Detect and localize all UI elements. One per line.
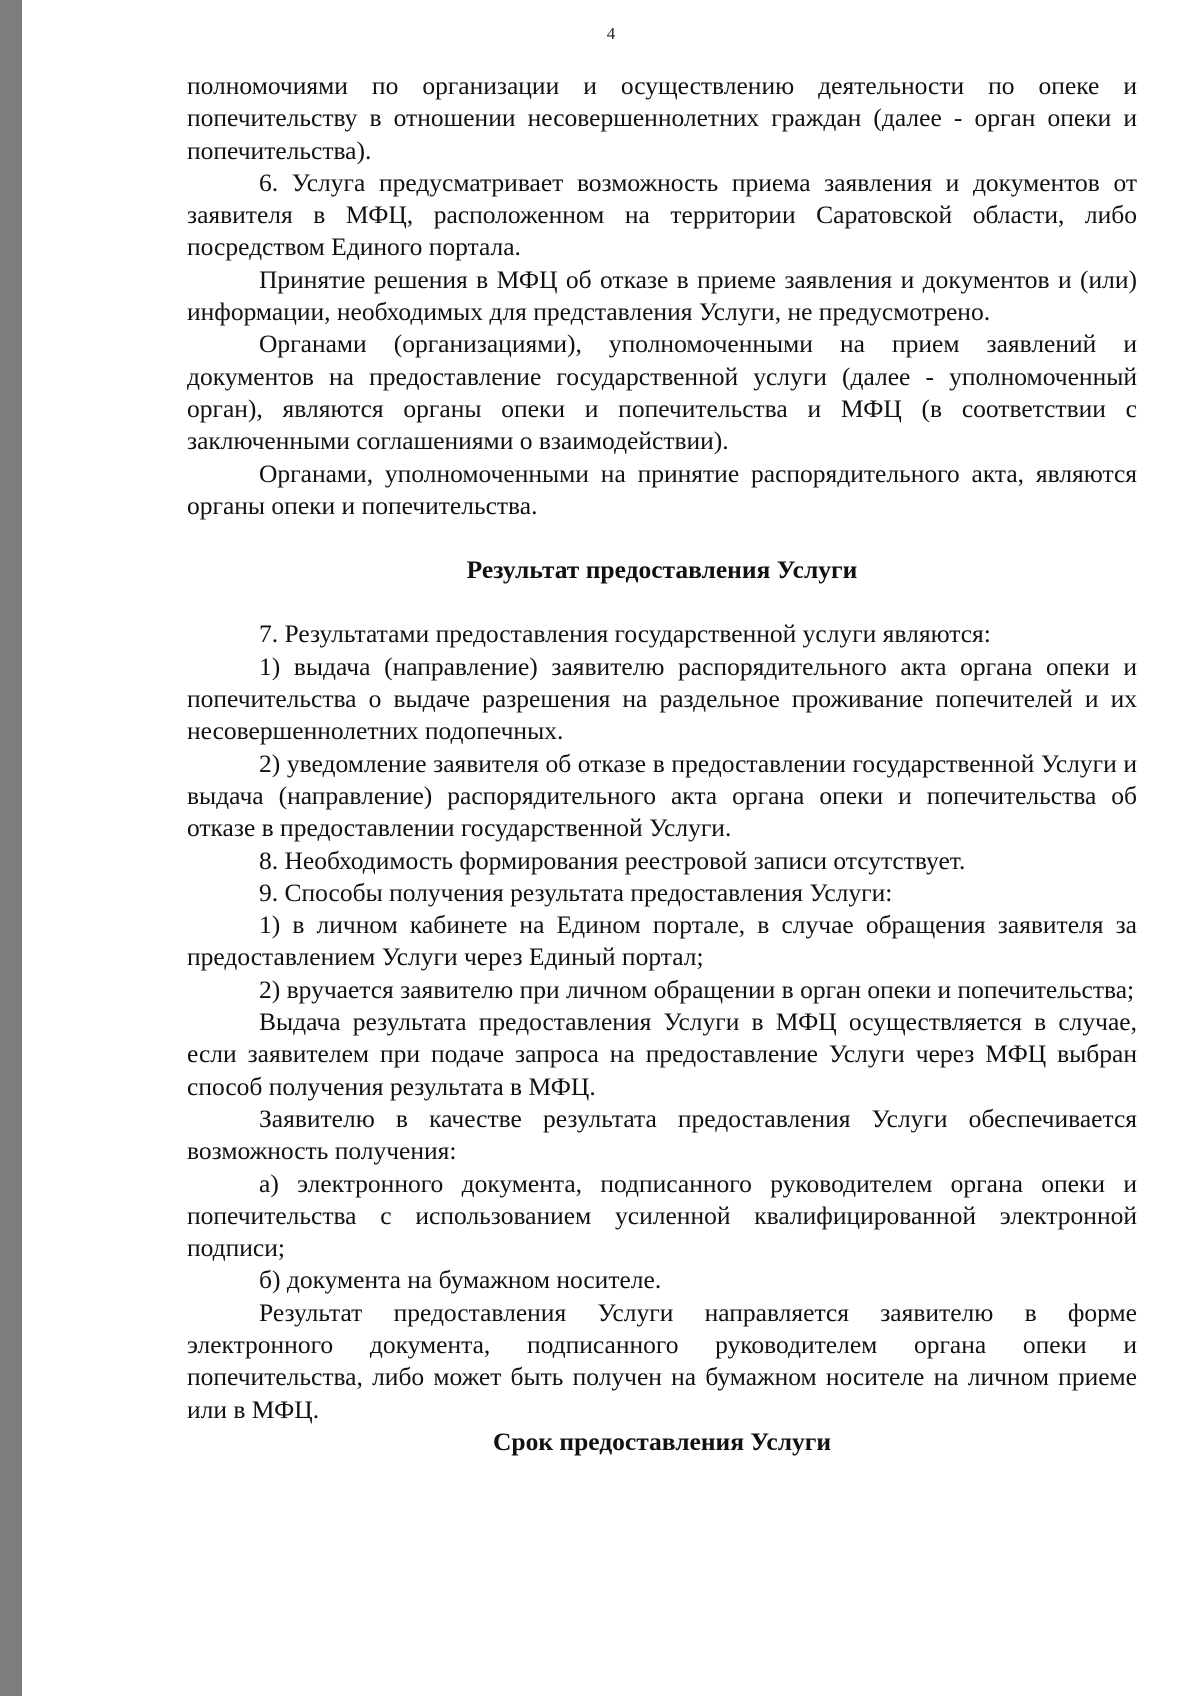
paragraph: 2) уведомление заявителя об отказе в предоставлении государственной Услуги и выдача (направление) распорядительного акта органа опеки и попечительства об отказе в предоставлении государственной Услуги. — [187, 748, 1137, 843]
page-content — [187, 70, 1137, 1458]
section-heading-term: Срок предоставления Услуги — [492, 1426, 832, 1456]
paragraph: 1) в личном кабинете на Едином портале, в случае обращения заявителя за предоставлением Услуги через Единый портал; — [187, 910, 1137, 972]
paragraph: Выдача результата предоставления Услуги в МФЦ осуществляется в случае, если заявителем при подаче запроса на предоставление Услуги через МФЦ выбран способ получения результата в МФЦ. — [187, 1007, 1137, 1101]
paragraph: 7. Результатами предоставления государственной услуги являются: — [259, 619, 991, 649]
section-heading-result: Результат предоставления Услуги — [466, 555, 858, 585]
paragraph: Принятие решения в МФЦ об отказе в приеме заявления и документов и (или) информации, необходимых для представления Услуги, не предусмотрено. — [187, 264, 1137, 327]
paragraph: 1) выдача (направление) заявителю распорядительного акта органа опеки и попечительства о выдаче разрешения на раздельное проживание попечителей и их несовершеннолетних подопечных. — [187, 651, 1137, 746]
paragraph: Органами, уполномоченными на принятие распорядительного акта, являются органы опеки и попечительства. — [187, 458, 1137, 520]
page-number: 4 — [606, 24, 616, 43]
scan-left-edge — [0, 0, 22, 1696]
paragraph: Органами (организациями), уполномоченными на прием заявлений и документов на предоставление государственной услуги (далее - уполномоченный орган), являются органы опеки и попечительства и МФЦ (в соответствии с заключенными соглашениями о взаимодействии). — [187, 329, 1137, 456]
paragraph: б) документа на бумажном носителе. — [259, 1265, 662, 1295]
paragraph: 2) вручается заявителю при личном обращении в орган опеки и попечительства; — [259, 974, 1135, 1004]
paragraph: а) электронного документа, подписанного руководителем органа опеки и попечительства с использованием усиленной квалифицированной электронной подписи; — [187, 1168, 1137, 1263]
paragraph: 9. Способы получения результата предоставления Услуги: — [259, 877, 893, 907]
paragraph: Заявителю в качестве результата предоставления Услуги обеспечивается возможность получения: — [187, 1103, 1137, 1166]
paragraph: 8. Необходимость формирования реестровой записи отсутствует. — [259, 845, 966, 875]
paragraph: Результат предоставления Услуги направляется заявителю в форме электронного документа, подписанного руководителем органа опеки и попечительства, либо может быть получен на бумажном носителе на личном приеме или в МФЦ. — [187, 1297, 1137, 1424]
section-result — [187, 618, 1137, 1425]
section-top — [187, 70, 1137, 522]
paragraph: 6. Услуга предусматривает возможность приема заявления и документов от заявителя в МФЦ, расположенном на территории Саратовской области, либо посредством Единого портала. — [187, 167, 1137, 262]
document-page — [22, 0, 1200, 1696]
paragraph: полномочиями по организации и осуществлению деятельности по опеке и попечительству в отношении несовершеннолетних граждан (далее - орган опеки и попечительства). — [187, 71, 1137, 165]
